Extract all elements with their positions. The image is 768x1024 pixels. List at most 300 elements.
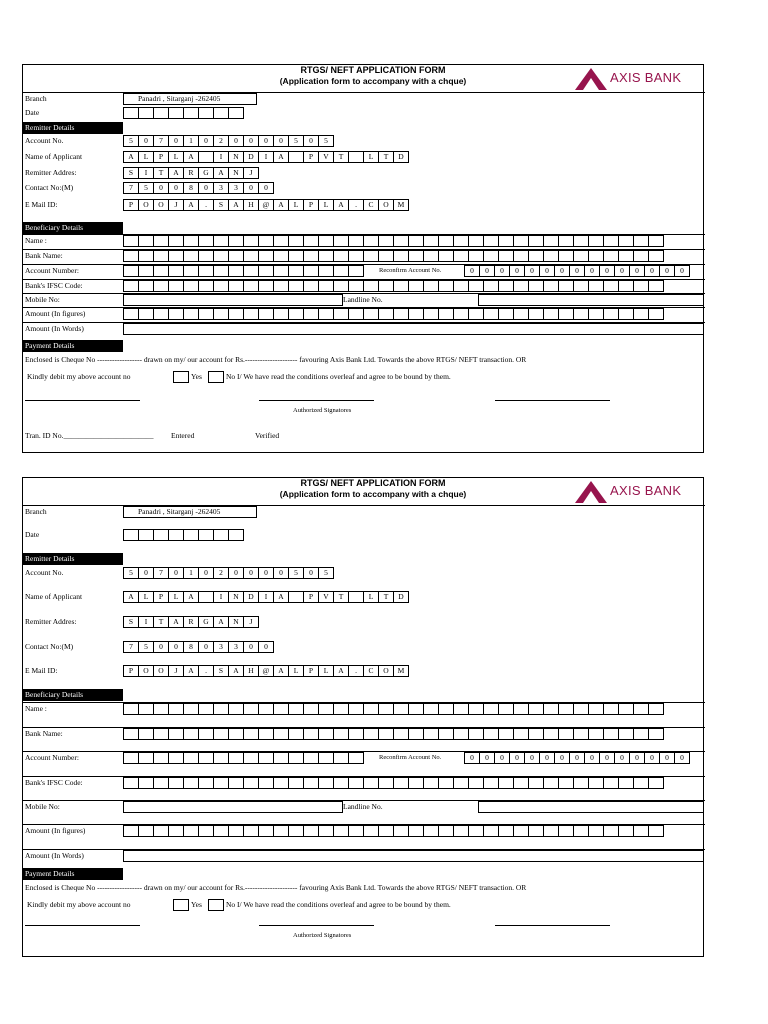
char-cell[interactable] [513, 703, 529, 715]
amount-figures-field[interactable] [123, 308, 664, 320]
char-cell[interactable]: @ [258, 199, 274, 211]
char-cell[interactable]: A [213, 616, 229, 628]
char-cell[interactable] [573, 280, 589, 292]
char-cell[interactable] [423, 280, 439, 292]
char-cell[interactable] [378, 728, 394, 740]
char-cell[interactable]: 0 [153, 641, 169, 653]
char-cell[interactable] [138, 752, 154, 764]
applicant-field[interactable] [123, 151, 409, 163]
char-cell[interactable]: 8 [183, 182, 199, 194]
char-cell[interactable] [183, 728, 199, 740]
char-cell[interactable]: A [123, 151, 139, 163]
char-cell[interactable] [468, 308, 484, 320]
char-cell[interactable]: 0 [659, 752, 675, 764]
char-cell[interactable] [483, 825, 499, 837]
char-cell[interactable] [318, 752, 334, 764]
char-cell[interactable] [393, 250, 409, 262]
char-cell[interactable] [333, 777, 349, 789]
contact-field[interactable] [123, 182, 274, 194]
char-cell[interactable]: 5 [288, 567, 304, 579]
char-cell[interactable]: 0 [243, 182, 259, 194]
beneficiary-name-field[interactable] [123, 235, 664, 247]
char-cell[interactable] [198, 777, 214, 789]
char-cell[interactable] [648, 728, 664, 740]
char-cell[interactable] [513, 728, 529, 740]
char-cell[interactable] [318, 825, 334, 837]
char-cell[interactable] [603, 825, 619, 837]
char-cell[interactable] [303, 728, 319, 740]
char-cell[interactable]: O [378, 665, 394, 677]
char-cell[interactable] [483, 308, 499, 320]
char-cell[interactable] [333, 752, 349, 764]
char-cell[interactable] [453, 250, 469, 262]
char-cell[interactable] [168, 250, 184, 262]
char-cell[interactable]: 1 [183, 135, 199, 147]
char-cell[interactable] [198, 235, 214, 247]
email-field[interactable] [123, 199, 409, 211]
char-cell[interactable]: 3 [228, 182, 244, 194]
char-cell[interactable] [438, 235, 454, 247]
char-cell[interactable]: H [243, 199, 259, 211]
char-cell[interactable] [303, 703, 319, 715]
char-cell[interactable]: D [243, 151, 259, 163]
char-cell[interactable] [228, 235, 244, 247]
char-cell[interactable]: 8 [183, 641, 199, 653]
char-cell[interactable]: G [198, 616, 214, 628]
char-cell[interactable] [198, 265, 214, 277]
date-field[interactable] [123, 529, 244, 541]
char-cell[interactable] [333, 728, 349, 740]
char-cell[interactable] [123, 235, 139, 247]
char-cell[interactable] [333, 235, 349, 247]
char-cell[interactable]: P [303, 665, 319, 677]
char-cell[interactable] [348, 703, 364, 715]
char-cell[interactable]: L [288, 665, 304, 677]
char-cell[interactable]: R [183, 616, 199, 628]
char-cell[interactable] [513, 250, 529, 262]
char-cell[interactable]: 2 [213, 567, 229, 579]
char-cell[interactable] [438, 703, 454, 715]
char-cell[interactable] [288, 703, 304, 715]
char-cell[interactable] [183, 280, 199, 292]
char-cell[interactable]: P [303, 151, 319, 163]
char-cell[interactable]: 0 [273, 567, 289, 579]
char-cell[interactable] [633, 308, 649, 320]
char-cell[interactable] [423, 308, 439, 320]
char-cell[interactable] [573, 728, 589, 740]
char-cell[interactable] [183, 752, 199, 764]
char-cell[interactable] [393, 235, 409, 247]
char-cell[interactable] [408, 703, 424, 715]
char-cell[interactable] [138, 280, 154, 292]
char-cell[interactable] [213, 250, 229, 262]
yes-checkbox[interactable] [173, 371, 189, 383]
char-cell[interactable] [303, 265, 319, 277]
char-cell[interactable] [288, 777, 304, 789]
char-cell[interactable]: 0 [138, 567, 154, 579]
char-cell[interactable] [228, 825, 244, 837]
char-cell[interactable]: 0 [228, 567, 244, 579]
char-cell[interactable] [468, 235, 484, 247]
char-cell[interactable] [168, 825, 184, 837]
char-cell[interactable] [498, 728, 514, 740]
char-cell[interactable] [543, 250, 559, 262]
char-cell[interactable] [138, 728, 154, 740]
char-cell[interactable] [153, 752, 169, 764]
char-cell[interactable] [633, 728, 649, 740]
char-cell[interactable] [348, 250, 364, 262]
char-cell[interactable]: 0 [509, 265, 525, 277]
char-cell[interactable]: 0 [644, 265, 660, 277]
char-cell[interactable]: D [243, 591, 259, 603]
char-cell[interactable] [423, 728, 439, 740]
char-cell[interactable]: C [363, 199, 379, 211]
char-cell[interactable] [303, 250, 319, 262]
char-cell[interactable] [273, 703, 289, 715]
char-cell[interactable]: 0 [584, 265, 600, 277]
char-cell[interactable] [453, 703, 469, 715]
char-cell[interactable] [213, 280, 229, 292]
char-cell[interactable]: J [243, 616, 259, 628]
char-cell[interactable] [258, 777, 274, 789]
char-cell[interactable] [543, 703, 559, 715]
char-cell[interactable] [453, 308, 469, 320]
char-cell[interactable]: 0 [464, 752, 480, 764]
char-cell[interactable] [273, 250, 289, 262]
char-cell[interactable]: 0 [479, 752, 495, 764]
char-cell[interactable] [468, 777, 484, 789]
char-cell[interactable]: 0 [569, 265, 585, 277]
char-cell[interactable]: 0 [168, 567, 184, 579]
char-cell[interactable] [198, 250, 214, 262]
char-cell[interactable] [543, 308, 559, 320]
char-cell[interactable]: 0 [629, 265, 645, 277]
char-cell[interactable] [288, 151, 304, 163]
char-cell[interactable]: 5 [288, 135, 304, 147]
char-cell[interactable] [573, 825, 589, 837]
char-cell[interactable] [423, 703, 439, 715]
char-cell[interactable]: N [228, 167, 244, 179]
char-cell[interactable] [393, 777, 409, 789]
char-cell[interactable] [393, 280, 409, 292]
char-cell[interactable] [618, 825, 634, 837]
char-cell[interactable] [333, 265, 349, 277]
char-cell[interactable] [588, 703, 604, 715]
char-cell[interactable] [438, 777, 454, 789]
char-cell[interactable] [468, 703, 484, 715]
char-cell[interactable] [558, 777, 574, 789]
char-cell[interactable] [153, 728, 169, 740]
char-cell[interactable] [318, 728, 334, 740]
char-cell[interactable]: O [153, 199, 169, 211]
char-cell[interactable] [468, 280, 484, 292]
char-cell[interactable] [243, 825, 259, 837]
char-cell[interactable]: O [138, 665, 154, 677]
char-cell[interactable]: S [123, 167, 139, 179]
char-cell[interactable] [258, 250, 274, 262]
char-cell[interactable] [318, 280, 334, 292]
char-cell[interactable]: T [378, 151, 394, 163]
char-cell[interactable] [378, 280, 394, 292]
char-cell[interactable] [438, 250, 454, 262]
char-cell[interactable]: N [228, 591, 244, 603]
char-cell[interactable] [348, 308, 364, 320]
char-cell[interactable]: T [333, 151, 349, 163]
char-cell[interactable] [168, 107, 184, 119]
char-cell[interactable] [453, 280, 469, 292]
char-cell[interactable]: D [393, 151, 409, 163]
char-cell[interactable] [198, 591, 214, 603]
char-cell[interactable] [558, 825, 574, 837]
char-cell[interactable]: A [168, 167, 184, 179]
char-cell[interactable] [213, 107, 229, 119]
char-cell[interactable] [408, 235, 424, 247]
char-cell[interactable] [588, 280, 604, 292]
char-cell[interactable] [648, 308, 664, 320]
char-cell[interactable]: I [213, 151, 229, 163]
char-cell[interactable]: 0 [198, 567, 214, 579]
address-field[interactable] [123, 167, 259, 179]
char-cell[interactable] [498, 280, 514, 292]
char-cell[interactable] [153, 235, 169, 247]
char-cell[interactable] [213, 728, 229, 740]
char-cell[interactable] [303, 777, 319, 789]
char-cell[interactable] [258, 235, 274, 247]
char-cell[interactable]: 0 [198, 641, 214, 653]
char-cell[interactable]: D [393, 591, 409, 603]
char-cell[interactable] [528, 250, 544, 262]
char-cell[interactable]: 0 [258, 135, 274, 147]
char-cell[interactable]: O [153, 665, 169, 677]
char-cell[interactable] [123, 107, 139, 119]
char-cell[interactable]: G [198, 167, 214, 179]
char-cell[interactable] [228, 265, 244, 277]
char-cell[interactable] [258, 265, 274, 277]
char-cell[interactable]: 0 [524, 752, 540, 764]
char-cell[interactable] [183, 777, 199, 789]
char-cell[interactable]: P [303, 591, 319, 603]
char-cell[interactable] [483, 703, 499, 715]
char-cell[interactable] [483, 728, 499, 740]
char-cell[interactable]: M [393, 199, 409, 211]
char-cell[interactable]: 3 [228, 641, 244, 653]
char-cell[interactable] [588, 777, 604, 789]
char-cell[interactable] [573, 703, 589, 715]
char-cell[interactable] [213, 308, 229, 320]
char-cell[interactable]: 0 [629, 752, 645, 764]
char-cell[interactable] [273, 235, 289, 247]
char-cell[interactable] [123, 308, 139, 320]
char-cell[interactable]: A [213, 167, 229, 179]
char-cell[interactable]: 0 [198, 182, 214, 194]
char-cell[interactable]: 0 [599, 265, 615, 277]
char-cell[interactable] [273, 777, 289, 789]
char-cell[interactable]: A [183, 591, 199, 603]
char-cell[interactable] [123, 529, 139, 541]
char-cell[interactable] [303, 752, 319, 764]
char-cell[interactable] [183, 703, 199, 715]
char-cell[interactable] [198, 107, 214, 119]
char-cell[interactable] [393, 728, 409, 740]
char-cell[interactable]: . [348, 199, 364, 211]
char-cell[interactable]: N [228, 616, 244, 628]
char-cell[interactable]: 3 [213, 182, 229, 194]
char-cell[interactable] [423, 235, 439, 247]
char-cell[interactable] [318, 250, 334, 262]
char-cell[interactable] [543, 825, 559, 837]
char-cell[interactable]: 0 [303, 135, 319, 147]
char-cell[interactable] [603, 250, 619, 262]
char-cell[interactable]: J [168, 199, 184, 211]
char-cell[interactable] [288, 280, 304, 292]
char-cell[interactable] [513, 308, 529, 320]
account-field[interactable] [123, 567, 334, 579]
char-cell[interactable] [558, 280, 574, 292]
char-cell[interactable] [348, 151, 364, 163]
char-cell[interactable] [408, 728, 424, 740]
char-cell[interactable] [303, 235, 319, 247]
char-cell[interactable]: 5 [123, 135, 139, 147]
char-cell[interactable] [258, 752, 274, 764]
char-cell[interactable]: 0 [243, 567, 259, 579]
landline-field[interactable] [478, 801, 704, 813]
char-cell[interactable] [333, 250, 349, 262]
char-cell[interactable] [198, 151, 214, 163]
branch-field[interactable]: Panadri , Sitarganj -262405 [123, 506, 257, 518]
char-cell[interactable]: I [213, 591, 229, 603]
char-cell[interactable] [123, 265, 139, 277]
char-cell[interactable]: A [273, 151, 289, 163]
char-cell[interactable] [378, 703, 394, 715]
char-cell[interactable]: 5 [123, 567, 139, 579]
char-cell[interactable] [228, 280, 244, 292]
char-cell[interactable] [153, 703, 169, 715]
char-cell[interactable]: 0 [554, 752, 570, 764]
char-cell[interactable] [498, 250, 514, 262]
char-cell[interactable] [363, 280, 379, 292]
reconfirm-account-field[interactable] [464, 265, 690, 277]
char-cell[interactable] [318, 777, 334, 789]
char-cell[interactable]: A [333, 665, 349, 677]
char-cell[interactable]: 2 [213, 135, 229, 147]
char-cell[interactable] [513, 280, 529, 292]
char-cell[interactable]: A [228, 199, 244, 211]
char-cell[interactable]: A [183, 199, 199, 211]
account-field[interactable] [123, 135, 334, 147]
beneficiary-name-field[interactable] [123, 703, 664, 715]
char-cell[interactable] [543, 280, 559, 292]
char-cell[interactable] [528, 235, 544, 247]
landline-field[interactable] [478, 294, 704, 306]
char-cell[interactable] [228, 728, 244, 740]
char-cell[interactable]: 0 [138, 135, 154, 147]
char-cell[interactable]: 7 [123, 182, 139, 194]
char-cell[interactable] [363, 777, 379, 789]
char-cell[interactable] [288, 308, 304, 320]
char-cell[interactable] [453, 777, 469, 789]
char-cell[interactable] [363, 308, 379, 320]
char-cell[interactable]: T [153, 167, 169, 179]
char-cell[interactable] [363, 703, 379, 715]
char-cell[interactable]: L [318, 665, 334, 677]
char-cell[interactable]: T [333, 591, 349, 603]
char-cell[interactable]: 0 [228, 135, 244, 147]
char-cell[interactable]: P [153, 591, 169, 603]
char-cell[interactable]: J [168, 665, 184, 677]
char-cell[interactable] [123, 280, 139, 292]
char-cell[interactable]: @ [258, 665, 274, 677]
char-cell[interactable] [198, 308, 214, 320]
char-cell[interactable]: T [378, 591, 394, 603]
char-cell[interactable] [408, 250, 424, 262]
char-cell[interactable] [408, 825, 424, 837]
char-cell[interactable]: 0 [539, 265, 555, 277]
char-cell[interactable]: 0 [479, 265, 495, 277]
char-cell[interactable] [123, 777, 139, 789]
char-cell[interactable] [438, 728, 454, 740]
char-cell[interactable] [588, 728, 604, 740]
char-cell[interactable] [483, 235, 499, 247]
char-cell[interactable] [183, 825, 199, 837]
char-cell[interactable] [378, 825, 394, 837]
char-cell[interactable] [648, 825, 664, 837]
char-cell[interactable]: 0 [614, 752, 630, 764]
char-cell[interactable] [618, 728, 634, 740]
char-cell[interactable] [378, 235, 394, 247]
char-cell[interactable] [138, 825, 154, 837]
char-cell[interactable] [198, 825, 214, 837]
char-cell[interactable] [243, 752, 259, 764]
char-cell[interactable]: A [123, 591, 139, 603]
char-cell[interactable] [648, 703, 664, 715]
char-cell[interactable]: L [288, 199, 304, 211]
char-cell[interactable]: I [138, 167, 154, 179]
char-cell[interactable] [633, 777, 649, 789]
char-cell[interactable] [573, 235, 589, 247]
char-cell[interactable] [483, 777, 499, 789]
char-cell[interactable] [603, 777, 619, 789]
char-cell[interactable] [348, 280, 364, 292]
char-cell[interactable] [123, 752, 139, 764]
address-field[interactable] [123, 616, 259, 628]
char-cell[interactable]: A [168, 616, 184, 628]
char-cell[interactable] [288, 728, 304, 740]
char-cell[interactable] [153, 265, 169, 277]
char-cell[interactable]: A [183, 151, 199, 163]
char-cell[interactable] [483, 250, 499, 262]
char-cell[interactable] [348, 728, 364, 740]
char-cell[interactable] [228, 308, 244, 320]
char-cell[interactable] [198, 280, 214, 292]
char-cell[interactable]: L [168, 151, 184, 163]
char-cell[interactable]: 0 [494, 265, 510, 277]
char-cell[interactable] [408, 280, 424, 292]
char-cell[interactable] [498, 308, 514, 320]
char-cell[interactable] [168, 235, 184, 247]
char-cell[interactable] [468, 250, 484, 262]
char-cell[interactable] [198, 728, 214, 740]
mobile-field[interactable] [123, 801, 343, 813]
char-cell[interactable] [288, 825, 304, 837]
char-cell[interactable] [348, 235, 364, 247]
char-cell[interactable] [123, 728, 139, 740]
char-cell[interactable]: J [243, 167, 259, 179]
char-cell[interactable] [198, 529, 214, 541]
char-cell[interactable] [288, 265, 304, 277]
char-cell[interactable] [273, 308, 289, 320]
char-cell[interactable] [618, 777, 634, 789]
char-cell[interactable] [243, 280, 259, 292]
